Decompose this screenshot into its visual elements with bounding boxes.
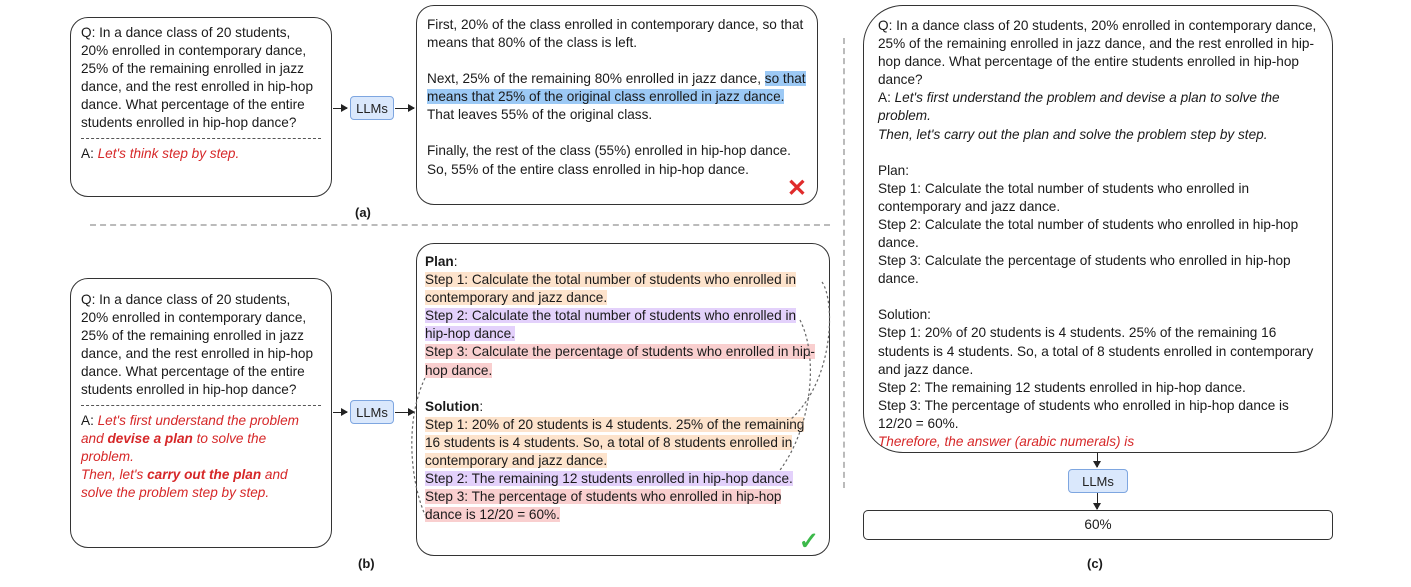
correct-check-icon: ✓	[798, 527, 819, 555]
solution-step-3: Step 3: The percentage of students who enrolled in hip-hop dance is 12/20 = 60%.	[425, 489, 782, 523]
panel-c-question: Q: In a dance class of 20 students, 20% enrolled in contemporary dance, 25% of the remaining enrolled in jazz dance, and the rest enrolled in hip-hop dance. What percentage of the entire students enrolled in hip-hop dance?	[878, 18, 1317, 88]
panel-c-solution-heading: Solution:	[878, 307, 931, 323]
arrow-down-icon	[1097, 453, 1098, 467]
plan-step-1: Step 1: Calculate the total number of students who enrolled in contemporary and jazz dance.	[425, 272, 797, 306]
plan-heading: Plan:	[425, 254, 458, 269]
panel-a-label: (a)	[355, 205, 371, 220]
llm-node-a: LLMs	[350, 96, 394, 120]
plan-and-solve-prompt: Let's first understand the problem and devise a plan to solve the problem. Then, let's carry out the plan and solve the problem step by step.	[81, 412, 299, 500]
panel-c-plan-step-3: Step 3: Calculate the percentage of students who enrolled in hip-hop dance.	[878, 253, 1291, 287]
solution-step-2: Step 2: The remaining 12 students enrolled in hip-hop dance.	[425, 471, 793, 487]
panel-b-label: (b)	[358, 556, 375, 571]
panel-a-question: Q: In a dance class of 20 students, 20% enrolled in contemporary dance, 25% of the remaining enrolled in jazz dance, and the rest enrolled in hip-hop dance. What percentage of the entire students enrolled in hip-hop dance?	[81, 25, 314, 131]
panel-c-solution-step-2: Step 2: The remaining 12 students enrolled in hip-hop dance.	[878, 379, 1246, 395]
final-answer-box	[863, 510, 1333, 540]
llm-node-b: LLMs	[350, 400, 394, 424]
final-answer: 60%	[1084, 517, 1112, 532]
error-highlight: so that means that 25% of the original class enrolled in jazz dance.	[427, 71, 806, 105]
panel-c-prompt-box	[863, 5, 1333, 453]
panel-c-plan-heading: Plan:	[878, 162, 909, 178]
panel-b-question: Q: In a dance class of 20 students, 20% enrolled in contemporary dance, 25% of the remaining enrolled in jazz dance, and the rest enrolled in hip-hop dance. What percentage of the entire students enrolled in hip-hop dance?	[81, 292, 314, 398]
output-paragraph-1: First, 20% of the class enrolled in contemporary dance, so that means that 80% of the class is left.	[427, 17, 804, 51]
panel-c-label: (c)	[1087, 556, 1103, 571]
solution-step-1: Step 1: 20% of 20 students is 4 students. 25% of the remaining 16 students is 4 students. So, a total of 8 students enrolled in contemporary and jazz dance.	[425, 416, 805, 468]
panel-c-solution-step-3: Step 3: The percentage of students who enrolled in hip-hop dance is 12/20 = 60%.	[878, 397, 1289, 431]
panel-a-answer: A: Let's think step by step.	[81, 145, 240, 161]
panel-c-plan-step-1: Step 1: Calculate the total number of students who enrolled in contemporary and jazz dance.	[878, 180, 1250, 214]
zero-shot-cot-prompt: Let's think step by step.	[97, 145, 240, 161]
output-paragraph-3: Finally, the rest of the class (55%) enrolled in hip-hop dance. So, 55% of the entire class enrolled in hip-hop dance.	[427, 143, 791, 177]
output-paragraph-2: Next, 25% of the remaining 80% enrolled in jazz dance, so that means that 25% of the original class enrolled in jazz dance. That leaves 55% of the original class.	[427, 71, 806, 123]
panel-c-solution-step-1: Step 1: 20% of 20 students is 4 students. 25% of the remaining 16 students is 4 students. So, a total of 8 students enrolled in contemporary and jazz dance.	[878, 325, 1314, 377]
panel-c-answer: A: Let's first understand the problem and devise a plan to solve the problem. Then, let's carry out the plan and solve the problem step by step.	[878, 90, 1280, 142]
panel-b-answer: A: Let's first understand the problem and devise a plan to solve the problem. Then, let's carry out the plan and solve the problem step by step.	[81, 412, 299, 500]
plan-step-2: Step 2: Calculate the total number of students who enrolled in hip-hop dance.	[425, 308, 797, 342]
arrow-down-icon	[1097, 493, 1098, 509]
llm-node-c: LLMs	[1068, 469, 1128, 493]
wrong-x-icon: ✕	[786, 174, 807, 202]
answer-extraction-trigger: Therefore, the answer (arabic numerals) is	[878, 433, 1135, 449]
panel-c-plan-step-2: Step 2: Calculate the total number of students who enrolled in hip-hop dance.	[878, 216, 1299, 251]
solution-heading: Solution:	[425, 398, 484, 414]
plan-step-3: Step 3: Calculate the percentage of students who enrolled in hip-hop dance.	[425, 344, 815, 378]
